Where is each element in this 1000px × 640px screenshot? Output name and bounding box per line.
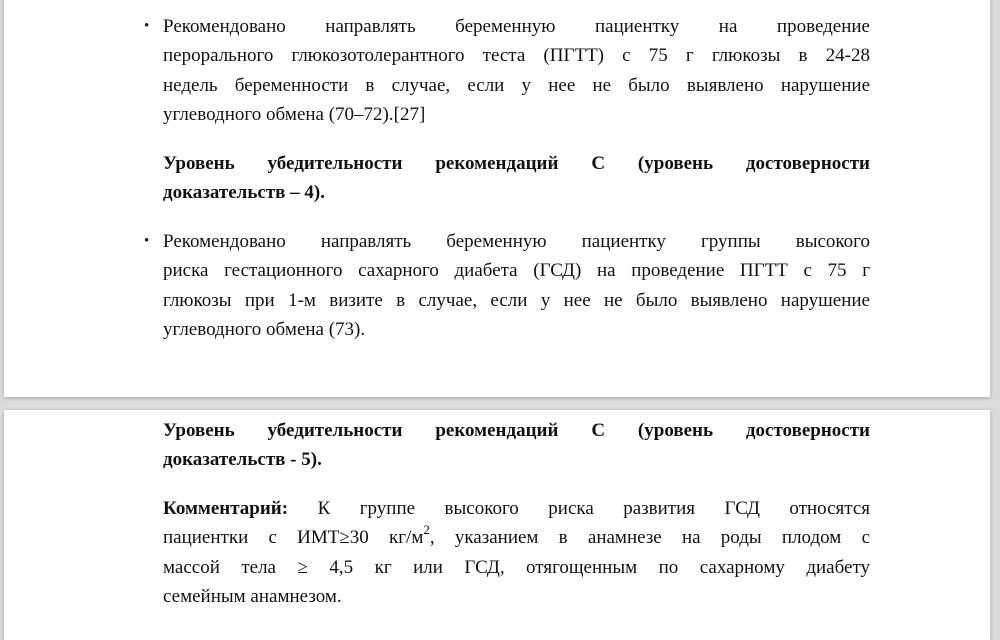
bullet-paragraph-ogtt-24-28 — [144, 12, 870, 129]
comment-paragraph — [163, 494, 870, 611]
bullet-paragraph-ogtt-high-risk — [144, 227, 870, 344]
text-line — [163, 494, 870, 523]
comment-label: Комментарий: — [163, 498, 289, 519]
text-line: доказательств - 5). — [163, 449, 322, 471]
evidence-level-paragraph — [163, 149, 870, 208]
text-line: Рекомендовано направлять беременную пациентку группы высокого — [163, 231, 870, 252]
text-run: , указанием в анамнезе на роды плодом с — [429, 527, 870, 549]
document-page-2 — [4, 410, 990, 640]
superscript: 2 — [423, 522, 430, 538]
text-line: углеводного обмена (73). — [163, 318, 366, 340]
text-line: массой тела ≥ 4,5 кг или ГСД, отягощенным по сахарному диабету — [163, 556, 870, 578]
text-line: доказательств – 4). — [163, 182, 325, 204]
text-line: Рекомендовано направлять беременную пациентку на проведение — [163, 16, 870, 37]
text-line: Уровень убедительности рекомендаций С (уровень достоверности — [163, 153, 870, 174]
bullet-icon: • — [144, 18, 150, 34]
text-line: углеводного обмена (70–72).[27] — [163, 103, 426, 125]
text-line: недель беременности в случае, если у нее не было выявлено нарушение — [163, 74, 870, 96]
text-line: перорального глюкозотолерантного теста (ПГТТ) с 75 г глюкозы в 24-28 — [163, 45, 870, 67]
bullet-icon: • — [144, 233, 150, 249]
text-line: глюкозы при 1-м визите в случае, если у нее не было выявлено нарушение — [163, 289, 870, 311]
text-line: семейным анамнезом. — [163, 585, 342, 607]
text-run: пациентки с ИМТ≥30 кг/м — [163, 527, 424, 549]
document-page-1 — [4, 0, 990, 397]
text-line: риска гестационного сахарного диабета (ГСД) на проведение ПГТТ с 75 г — [163, 260, 870, 282]
text-line — [163, 523, 870, 552]
evidence-level-paragraph — [163, 416, 870, 475]
text-line: Уровень убедительности рекомендаций С (уровень достоверности — [163, 420, 870, 441]
text-run: К группе высокого риска развития ГСД относятся — [288, 498, 870, 519]
